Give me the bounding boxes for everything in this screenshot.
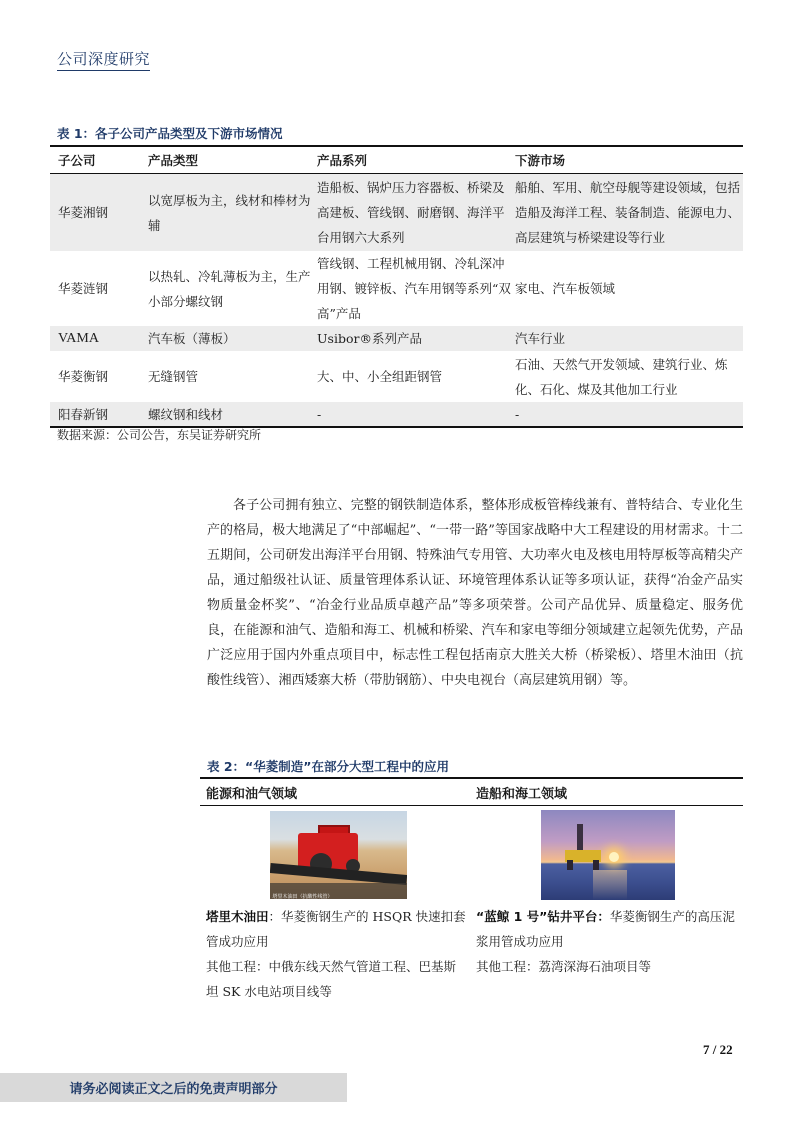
col-header-market: 下游市场: [515, 152, 566, 168]
table2: [200, 777, 743, 1004]
table-row: [50, 174, 743, 251]
cell-product-series: 管线钢、工程机械用钢、冷轧深冲用钢、镀锌板、汽车用钢等系列“双高”产品: [317, 256, 511, 321]
cell-product-type: 螺纹钢和线材: [148, 406, 224, 422]
disclaimer-band: [0, 1073, 347, 1102]
offshore-other-projects: 其他工程：荔湾深海石油项目等: [476, 959, 652, 974]
table-row: [50, 251, 743, 326]
cell-company: 阳春新钢: [58, 406, 109, 422]
table-row: [50, 402, 743, 426]
offshore-project-desc: [472, 904, 743, 954]
project-name-tarim: 塔里木油田: [206, 909, 269, 924]
table2-caption: 表 2：“华菱制造”在部分大型工程中的应用: [207, 759, 449, 774]
table1-header-row: [50, 147, 743, 174]
cell-market: -: [515, 406, 520, 422]
cell-company: 华菱涟钢: [58, 281, 109, 296]
page-number: 7 / 22: [703, 1042, 733, 1057]
oilfield-tractor-image: [270, 811, 407, 899]
cell-product-type: 汽车板（薄板）: [148, 331, 236, 346]
table1: [50, 145, 743, 428]
running-header-title: 公司深度研究: [57, 48, 150, 71]
offshore-column: [472, 806, 743, 1004]
image-caption: 塔里木油田（抗酸性线管）: [272, 894, 333, 899]
table2-header-row: [200, 779, 743, 806]
cell-market: 船舶、军用、航空母舰等建设领域，包括造船及海洋工程、装备制造、能源电力、高层建筑与桥梁建设等行业: [515, 180, 741, 245]
cell-market: 家电、汽车板领域: [515, 281, 616, 296]
energy-project-desc: [200, 904, 472, 954]
col-header-product-series: 产品系列: [317, 152, 368, 168]
project-detail: ：华菱衡钢生产的 HSQR 快速扣套管成功应用: [206, 909, 466, 949]
body-paragraph: 各子公司拥有独立、完整的钢铁制造体系，整体形成板管棒线兼有、普特结合、专业化生产的格局，极大地满足了“中部崛起”、“一带一路”等国家战略中大工程建设的用材需求。十二五期间，公司研发出海洋平台用钢、特殊油气专用管、大功率火电及核电用特厚板等高精尖产品，通过船级社认证、质量管理体系认证、环境管理体系认证等多项认证，获得“冶金产品实物质量金杯奖”、“冶金行业品质卓越产品”等多项荣誉。公司产品优异、质量稳定、服务优良，在能源和油气、造船和海工、机械和桥梁、汽车和家电等细分领域建立起领先优势，产品广泛应用于国内外重点项目中，标志性工程包括南京大胜关大桥（桥梁板）、塔里木油田（抗酸性线管）、湘西矮寨大桥（带肋钢筋）、中央电视台（高层建筑用钢）等。: [207, 498, 743, 688]
col-header-product-type: 产品类型: [148, 152, 199, 168]
col-header-shipbuilding-offshore: 造船和海工领域: [476, 786, 568, 802]
col-header-energy-oil-gas: 能源和油气领域: [206, 786, 298, 802]
cell-product-type: 无缝钢管: [148, 369, 199, 384]
project-name-bluewhale: “蓝鲸 1 号”钻井平台：: [476, 909, 610, 924]
cell-company: 华菱湘钢: [58, 205, 109, 220]
cell-product-series: Usibor®系列产品: [317, 331, 422, 346]
cell-market: 石油、天然气开发领域、建筑行业、炼化、石化、煤及其他加工行业: [515, 356, 728, 397]
cell-market: 汽车行业: [515, 331, 566, 346]
cell-company: 华菱衡钢: [58, 369, 109, 384]
cell-product-series: 大、中、小全组距钢管: [317, 369, 443, 384]
table1-source-note: 数据来源：公司公告，东吴证券研究所: [57, 428, 262, 442]
col-header-company: 子公司: [58, 152, 96, 168]
cell-product-series: 造船板、锅炉压力容器板、桥梁及高建板、管线钢、耐磨钢、海洋平台用钢六大系列: [317, 180, 505, 245]
cell-company: VAMA: [58, 331, 99, 346]
table-row: [50, 326, 743, 351]
project-detail: 华菱衡钢生产的高压泥浆用管成功应用: [476, 909, 735, 949]
cell-product-series: -: [317, 406, 322, 422]
energy-column: [200, 806, 472, 1004]
table-row: [50, 351, 743, 402]
table1-caption: 表 1：各子公司产品类型及下游市场情况: [57, 126, 283, 141]
cell-product-type: 以宽厚板为主，线材和棒材为辅: [148, 192, 311, 233]
disclaimer-text: 请务必阅读正文之后的免责声明部分: [69, 1082, 278, 1097]
offshore-rig-image: [541, 810, 675, 900]
cell-product-type: 以热轧、冷轧薄板为主，生产小部分螺纹钢: [148, 268, 311, 309]
energy-other-projects: 其他工程：中俄东线天然气管道工程、巴基斯坦 SK 水电站项目线等: [206, 959, 457, 999]
